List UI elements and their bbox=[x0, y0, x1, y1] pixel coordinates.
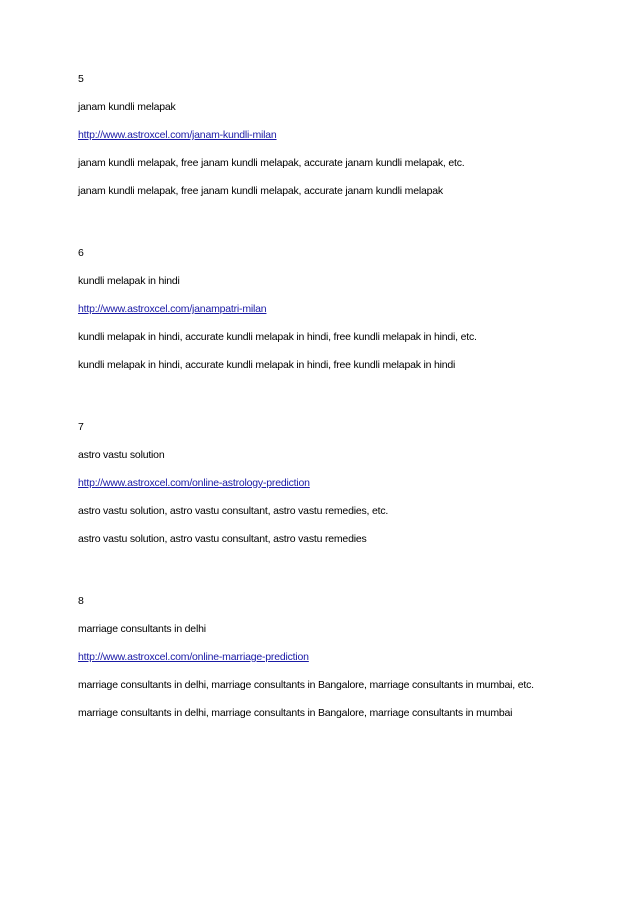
entry-url-line bbox=[78, 650, 568, 665]
entry-keywords-etc: marriage consultants in delhi, marriage consultants in Bangalore, marriage consultants in mumbai, etc. bbox=[78, 679, 534, 691]
entry-number: 8 bbox=[78, 595, 84, 607]
entry-url-line bbox=[78, 476, 568, 491]
entry-keywords: marriage consultants in delhi, marriage consultants in Bangalore, marriage consultants in mumbai bbox=[78, 707, 513, 719]
entry-keywords-etc: janam kundli melapak, free janam kundli melapak, accurate janam kundli melapak, etc. bbox=[78, 157, 465, 169]
entry-url-link[interactable]: http://www.astroxcel.com/online-astrology-prediction bbox=[78, 477, 310, 489]
entry-url-line bbox=[78, 128, 568, 143]
entry-keywords-etc: astro vastu solution, astro vastu consultant, astro vastu remedies, etc. bbox=[78, 505, 389, 517]
entry-keywords: janam kundli melapak, free janam kundli melapak, accurate janam kundli melapak bbox=[78, 185, 443, 197]
entry-keywords: kundli melapak in hindi, accurate kundli melapak in hindi, free kundli melapak in hindi bbox=[78, 359, 456, 371]
entry-separator bbox=[78, 212, 568, 246]
entry-5 bbox=[78, 72, 568, 199]
entry-keyword: astro vastu solution bbox=[78, 449, 165, 461]
entry-keywords: astro vastu solution, astro vastu consultant, astro vastu remedies bbox=[78, 533, 367, 545]
entry-keywords-etc: kundli melapak in hindi, accurate kundli melapak in hindi, free kundli melapak in hindi, etc. bbox=[78, 331, 477, 343]
entry-keyword: marriage consultants in delhi bbox=[78, 623, 206, 635]
entry-8 bbox=[78, 594, 568, 721]
entry-number: 5 bbox=[78, 73, 84, 85]
entry-number: 6 bbox=[78, 247, 84, 259]
document-content bbox=[78, 72, 568, 734]
entry-separator bbox=[78, 386, 568, 420]
entry-url-link[interactable]: http://www.astroxcel.com/janampatri-milan bbox=[78, 303, 267, 315]
entry-url-link[interactable]: http://www.astroxcel.com/online-marriage-prediction bbox=[78, 651, 309, 663]
entry-keyword: kundli melapak in hindi bbox=[78, 275, 180, 287]
entry-keyword: janam kundli melapak bbox=[78, 101, 176, 113]
entry-url-link[interactable]: http://www.astroxcel.com/janam-kundli-milan bbox=[78, 129, 277, 141]
entry-separator bbox=[78, 560, 568, 594]
entry-6 bbox=[78, 246, 568, 373]
entry-7 bbox=[78, 420, 568, 547]
entry-url-line bbox=[78, 302, 568, 317]
entry-number: 7 bbox=[78, 421, 84, 433]
